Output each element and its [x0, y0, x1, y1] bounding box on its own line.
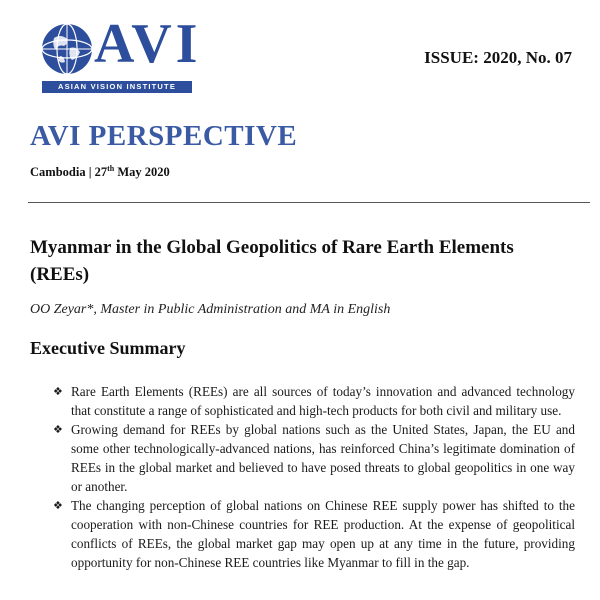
article-heading: Myanmar in the Global Geopolitics of Rare Earth Elements (REEs): [30, 237, 514, 285]
issue-number: ISSUE: 2020, No. 07: [424, 48, 572, 67]
dateline-ordinal: th: [107, 164, 115, 173]
list-item: [53, 420, 575, 496]
section-title: Executive Summary: [30, 338, 186, 358]
list-item-text: Rare Earth Elements (REEs) are all sources of today’s innovation and advanced technology that constitute a range of sophisticated and high-tech products for both civil and military use.: [71, 384, 575, 418]
logo-wordmark: AVI: [94, 13, 202, 75]
list-item: [53, 382, 575, 420]
diamond-bullet-icon: ❖: [53, 423, 63, 436]
divider: [28, 202, 590, 203]
dateline-rest: May 2020: [114, 165, 170, 180]
page-title: AVI PERSPECTIVE: [30, 120, 298, 152]
summary-list: [53, 382, 575, 572]
list-item-text: The changing perception of global nations on Chinese REE supply power has shifted to the cooperation with non-Chinese countries for REE production. At the expense of geopolitical conflicts of REEs, the global market gap may open up at any time in the future, providing opportunity for non-Chinese REE countries like Myanmar to fill in the gap.: [71, 498, 575, 570]
avi-logo: [32, 13, 202, 94]
list-item: [53, 496, 575, 572]
dateline-prefix: Cambodia | 27: [30, 165, 108, 180]
logo-subtitle: ASIAN VISION INSTITUTE: [42, 81, 192, 93]
globe-icon: [40, 22, 94, 76]
dateline: [30, 164, 170, 180]
author-line: OO Zeyar*, Master in Public Administration and MA in English: [30, 302, 391, 317]
diamond-bullet-icon: ❖: [53, 385, 63, 398]
diamond-bullet-icon: ❖: [53, 499, 63, 512]
list-item-text: Growing demand for REEs by global nations such as the United States, Japan, the EU and some other technologically-advanced nations, has reinforced China’s legitimate domination of REEs in the global market and believed to have posed threats to global geopolitics in one way or another.: [71, 422, 575, 494]
